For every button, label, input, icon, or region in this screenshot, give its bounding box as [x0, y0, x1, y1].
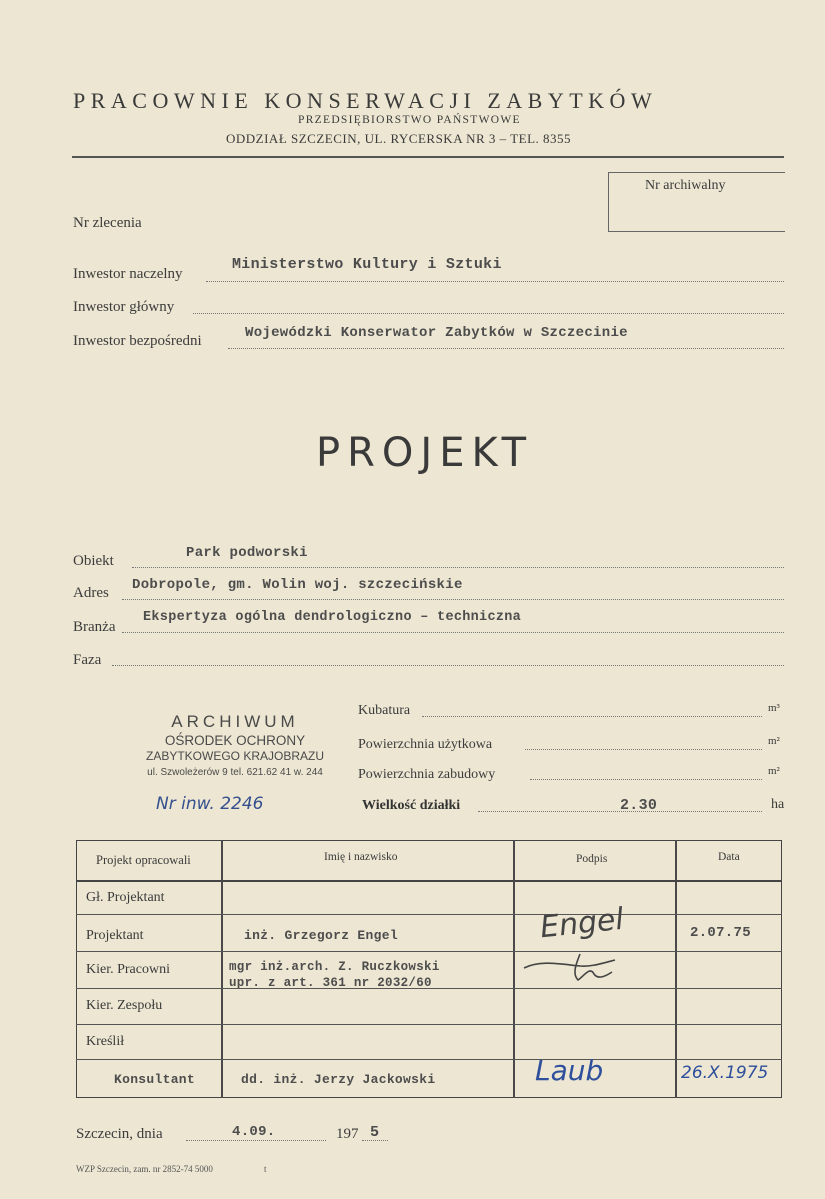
- header-signature: Podpis: [576, 853, 608, 865]
- archive-number-box: [608, 172, 785, 232]
- table-row-divider-4: [76, 1024, 782, 1025]
- row-role-designer: Projektant: [86, 928, 144, 943]
- address-value: Dobropole, gm. Wolin woj. szczecińskie: [132, 577, 463, 593]
- usable-area-unit: m²: [768, 735, 780, 747]
- org-address: ODDZIAŁ SZCZECIN, UL. RYCERSKA NR 3 – TEL. 8355: [226, 131, 572, 146]
- volume-label: Kubatura: [358, 703, 411, 718]
- usable-area-label: Powierzchnia użytkowa: [358, 737, 493, 752]
- org-title: PRACOWNIE KONSERWACJI ZABYTKÓW: [73, 88, 658, 113]
- stamp-line-1: ARCHIWUM: [171, 712, 299, 731]
- org-subtitle: PRZEDSIĘBIORSTWO PAŃSTWOWE: [298, 114, 521, 126]
- branch-label: Branża: [73, 619, 116, 635]
- branch-line: [122, 632, 784, 633]
- row-role-consultant: Konsultant: [114, 1072, 196, 1087]
- stamp-line-2: OŚRODEK OCHRONY: [164, 733, 306, 748]
- row-name-consultant: dd. inż. Jerzy Jackowski: [241, 1072, 436, 1087]
- header-date: Data: [718, 851, 740, 863]
- table-row-divider-1: [76, 914, 782, 915]
- archive-number-label: Nr archiwalny: [645, 178, 726, 193]
- volume-line: [422, 716, 762, 717]
- main-investor-label: Inwestor główny: [73, 299, 175, 315]
- row-name-studio-head: mgr inż.arch. Z. Ruczkowski: [229, 960, 440, 974]
- usable-area-line: [525, 749, 762, 750]
- row-name-designer: inż. Grzegorz Engel: [244, 928, 398, 943]
- stamp-line-3: ZABYTKOWEGO KRAJOBRAZU: [145, 749, 325, 763]
- row-role-studio-head: Kier. Pracowni: [86, 962, 170, 977]
- row-signature-consultant: Laub: [535, 1054, 604, 1087]
- print-info: WZP Szczecin, zam. nr 2852-74 5000: [76, 1164, 213, 1174]
- built-area-label: Powierzchnia zabudowy: [358, 767, 496, 782]
- row-name2-studio-head: upr. z art. 361 nr 2032/60: [229, 976, 432, 990]
- year-prefix: 197: [336, 1126, 359, 1142]
- table-header-divider: [76, 880, 782, 882]
- stamp-line-4: ul. Szwoleżerów 9 tel. 621.62 41 w. 244: [147, 767, 323, 778]
- archive-stamp: [130, 712, 340, 778]
- print-mark: t: [264, 1164, 267, 1174]
- main-investor-line: [193, 313, 784, 314]
- plot-size-label: Wielkość działki: [362, 798, 461, 813]
- date-line: [186, 1140, 326, 1141]
- city-date-label: Szczecin, dnia: [76, 1126, 163, 1142]
- signature-scribble-icon: [520, 950, 620, 985]
- chief-investor-line: [206, 281, 784, 282]
- built-area-line: [530, 779, 762, 780]
- phase-line: [112, 665, 784, 666]
- row-role-draftsman: Kreślił: [86, 1034, 125, 1049]
- header-rule: [72, 156, 784, 158]
- row-date-designer: 2.07.75: [690, 925, 751, 941]
- branch-value: Ekspertyza ogólna dendrologiczno – techniczna: [143, 610, 522, 625]
- built-area-unit: m²: [768, 765, 780, 777]
- date-value: 4.09.: [232, 1124, 276, 1140]
- header-authors: Projekt opracowali: [96, 853, 191, 867]
- table-row-divider-5: [76, 1059, 782, 1060]
- direct-investor-label: Inwestor bezpośredni: [73, 333, 202, 349]
- year-suffix: 5: [370, 1124, 380, 1141]
- header-name: Imię i nazwisko: [324, 851, 398, 863]
- address-line: [122, 599, 784, 600]
- object-line: [132, 567, 784, 568]
- row-role-team-head: Kier. Zespołu: [86, 998, 163, 1013]
- direct-investor-value: Wojewódzki Konserwator Zabytków w Szczecinie: [245, 325, 628, 341]
- object-label: Obiekt: [73, 553, 114, 569]
- row-signature-designer: Engel: [538, 901, 626, 946]
- object-value: Park podworski: [186, 545, 308, 561]
- phase-label: Faza: [73, 652, 102, 668]
- direct-investor-line: [228, 348, 784, 349]
- plot-size-value: 2.30: [620, 797, 658, 814]
- chief-investor-value: Ministerstwo Kultury i Sztuki: [232, 256, 502, 273]
- table-row-divider-2: [76, 951, 782, 952]
- chief-investor-label: Inwestor naczelny: [73, 266, 183, 282]
- address-label: Adres: [73, 585, 109, 601]
- row-role-chief-designer: Gł. Projektant: [86, 890, 165, 905]
- order-number-label: Nr zlecenia: [73, 215, 142, 231]
- plot-size-unit: ha: [771, 797, 785, 812]
- inventory-number-handwritten: Nr inw. 2246: [156, 794, 264, 814]
- document-title: PROJEKT: [316, 430, 534, 476]
- row-date-consultant: 26.X.1975: [681, 1063, 769, 1083]
- volume-unit: m³: [768, 702, 780, 714]
